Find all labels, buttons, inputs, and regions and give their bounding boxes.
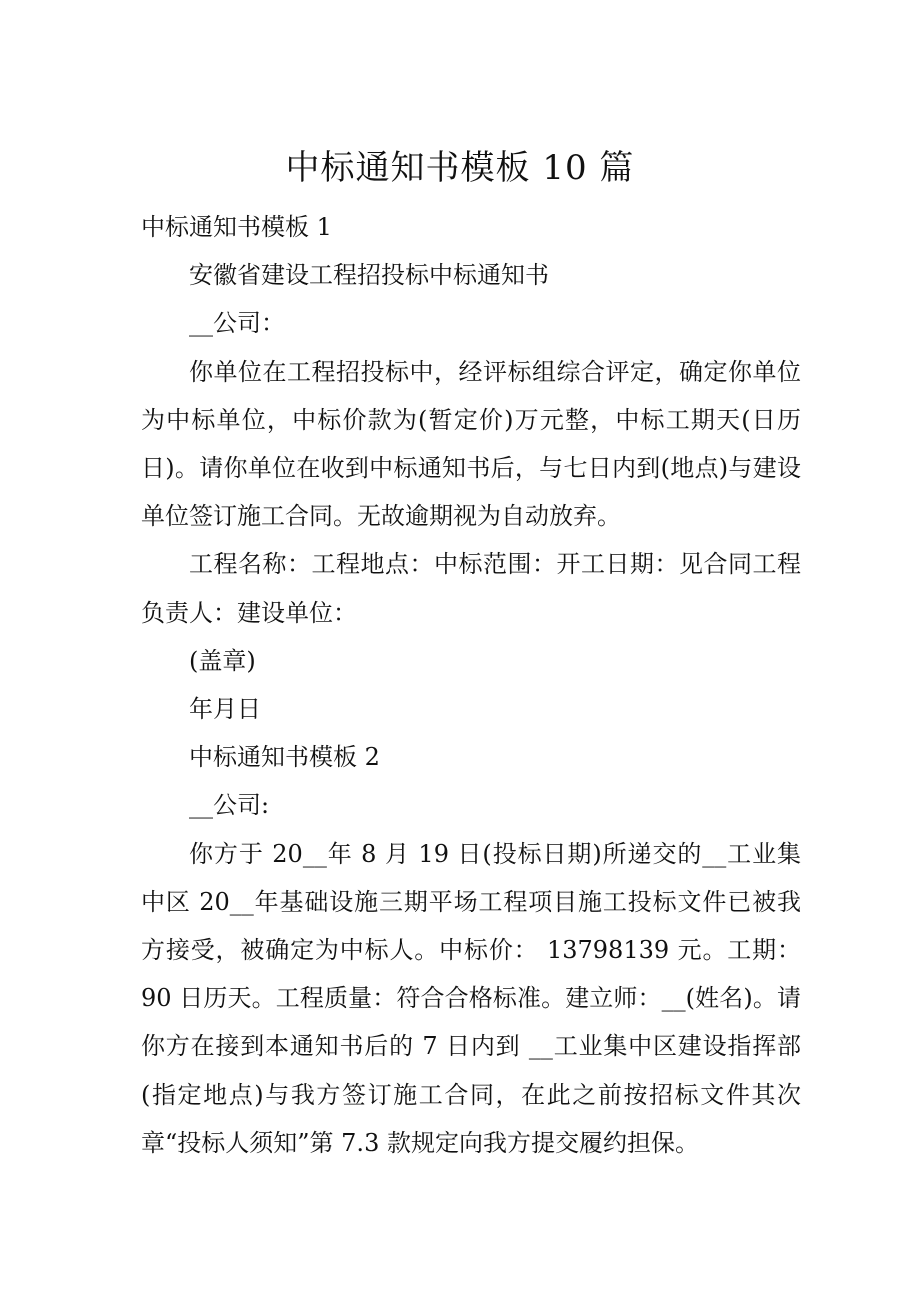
notice-body-paragraph-2: 你方于 20__年 8 月 19 日(投标日期)所递交的__工业集中区 20__年基础设施三期平场工程项目施工投标文件已被我方接受，被确定为中标人。中标价： 13798139 元。工期：90 日历天。工程质量：符合合格标准。建立师：__(姓名)。请你方在接到本通知书后的 7 日内到 __工业集中区建设指挥部(指定地点)与我方签订施工合同，在此之前按招标文件其次章“投标人须知”第 7.3 款规定向我方提交履约担保。 xyxy=(141,839,801,1157)
addressee-line: __公司： xyxy=(189,309,285,338)
document-body xyxy=(141,203,801,1167)
notice-body-paragraph: 你单位在工程招投标中，经评标组综合评定，确定你单位为中标单位，中标价款为(暂定价)万元整，中标工期天(日历日)。请你单位在收到中标通知书后，与七日内到(地点)与建设单位签订施工合同。无故逾期视为自动放弃。 xyxy=(141,357,801,531)
section-heading-template-1: 中标通知书模板 1 xyxy=(141,213,332,241)
addressee-line-2: __公司: xyxy=(189,791,270,820)
notice-heading: 安徽省建设工程招投标中标通知书 xyxy=(189,261,549,290)
seal-line: (盖章) xyxy=(189,646,256,675)
document-title: 中标通知书模板 10 篇 xyxy=(285,148,635,188)
section-heading-template-2: 中标通知书模板 2 xyxy=(189,743,380,772)
date-line: 年月日 xyxy=(189,695,261,724)
project-details-paragraph: 工程名称：工程地点：中标范围：开工日期：见合同工程负责人：建设单位： xyxy=(141,550,801,627)
